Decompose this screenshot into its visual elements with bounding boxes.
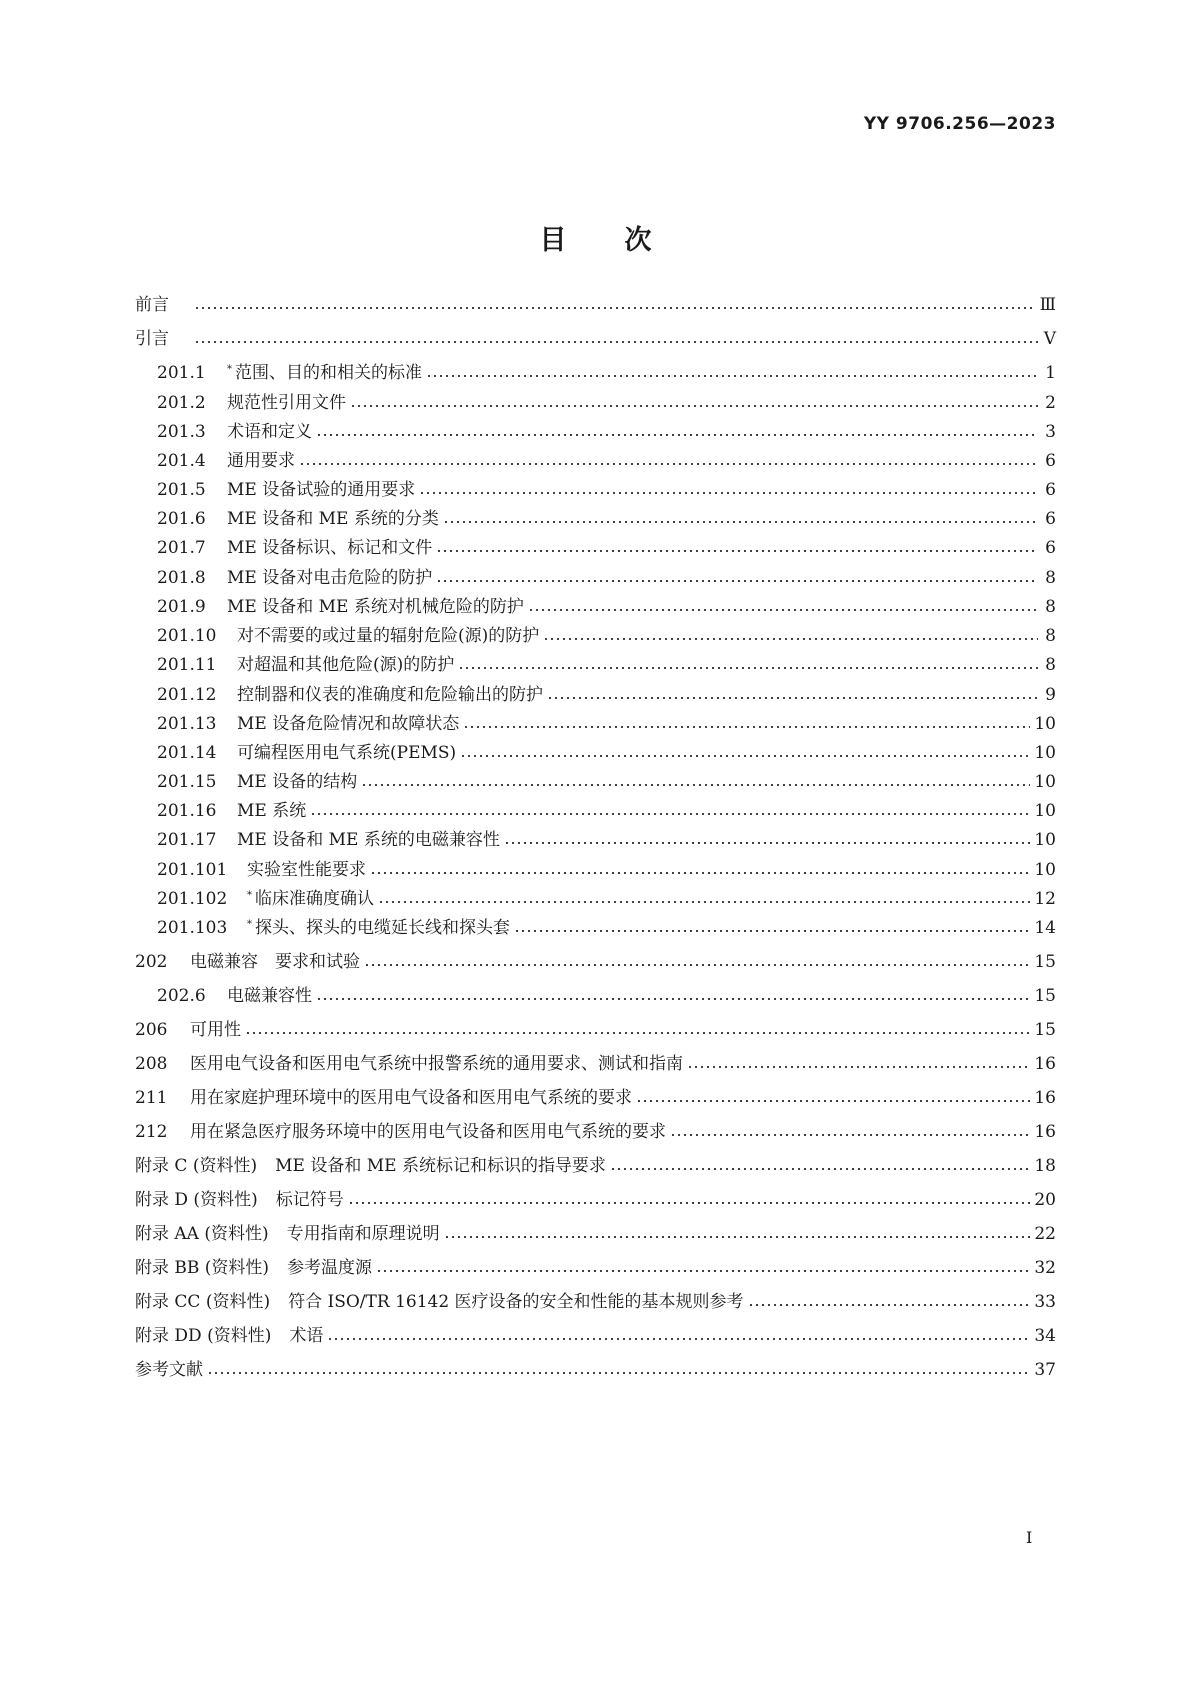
leader-dots — [436, 549, 1038, 553]
toc-entry-label — [157, 914, 510, 939]
toc-entry[interactable] — [157, 857, 1056, 881]
toc-entry-title: 电磁兼容 要求和试验 — [190, 952, 360, 972]
toc-entry-page: 6 — [1045, 480, 1056, 500]
toc-entry-page: 6 — [1045, 451, 1056, 471]
toc-entry-number: 201.1 — [157, 363, 206, 383]
toc-entry-number: 201.15 — [157, 772, 217, 792]
page-number: I — [1026, 1528, 1033, 1547]
toc-entry-page: 9 — [1045, 685, 1056, 705]
leader-dots — [528, 608, 1038, 612]
leader-dots — [463, 725, 1030, 729]
toc-entry-page: 2 — [1045, 393, 1056, 413]
toc-entry-page: 10 — [1034, 801, 1056, 821]
toc-entry[interactable] — [157, 652, 1056, 676]
toc-entry-number: 206 — [135, 1020, 168, 1040]
leader-dots — [194, 306, 1036, 310]
toc-entry-title: 参考温度源 — [287, 1258, 373, 1278]
toc-entry-page: 22 — [1034, 1224, 1056, 1244]
toc-entry[interactable] — [135, 1323, 1056, 1347]
toc-entry-title: 符合 ISO/TR 16142 医疗设备的安全和性能的基本规则参考 — [288, 1292, 744, 1312]
toc-entry[interactable] — [157, 506, 1056, 530]
toc-entry-number: 附录 C (资料性) — [135, 1156, 258, 1176]
toc-entry-label — [157, 684, 543, 706]
toc-entry-title: 术语和定义 — [227, 422, 312, 442]
toc-entry[interactable] — [157, 983, 1056, 1007]
toc-entry-page: 6 — [1045, 509, 1056, 529]
toc-entry-number: 201.7 — [157, 538, 206, 558]
toc-entry[interactable] — [157, 565, 1056, 589]
toc-entry[interactable] — [157, 477, 1056, 501]
toc-entry-label — [157, 713, 459, 735]
toc-entry-page: 16 — [1034, 1054, 1056, 1074]
toc-entry-label — [157, 392, 346, 414]
toc-entry[interactable] — [135, 1153, 1056, 1177]
toc-entry-page: 15 — [1034, 952, 1056, 972]
toc-entry-number: 附录 CC (资料性) — [135, 1292, 271, 1312]
toc-entry-page: 10 — [1034, 860, 1056, 880]
toc-entry-title: ME 设备对电击危险的防护 — [227, 568, 433, 588]
leader-dots — [543, 637, 1038, 641]
toc-entry-number: 201.6 — [157, 509, 206, 529]
toc-entry-page: 15 — [1034, 1020, 1056, 1040]
toc-entry-page: 6 — [1045, 538, 1056, 558]
toc-entry-label — [157, 654, 454, 676]
toc-entry-label — [135, 1223, 440, 1245]
toc-entry-number: 附录 D (资料性) — [135, 1190, 258, 1210]
toc-entry-label — [157, 859, 366, 881]
leader-dots — [514, 929, 1030, 933]
leader-dots — [376, 1269, 1030, 1273]
toc-entry[interactable] — [135, 1085, 1056, 1109]
toc-entry-number: 201.101 — [157, 860, 228, 880]
toc-entry-page: 20 — [1034, 1190, 1056, 1210]
toc-entry[interactable] — [157, 535, 1056, 559]
toc-entry[interactable] — [157, 886, 1056, 910]
toc-entry-number: 附录 AA (资料性) — [135, 1224, 269, 1244]
toc-entry[interactable] — [135, 1017, 1056, 1041]
toc-entry-number: 212 — [135, 1122, 168, 1142]
toc-entry[interactable] — [135, 1051, 1056, 1075]
asterisk-mark: * — [227, 364, 232, 375]
toc-entry-label — [157, 450, 295, 472]
toc-entry-page: 8 — [1045, 568, 1056, 588]
toc-entry-number: 参考文献 — [135, 1360, 203, 1380]
toc-entry-number: 201.102 — [157, 889, 228, 909]
toc-entry-label — [157, 508, 439, 530]
toc-entry-number: 201.2 — [157, 393, 206, 413]
toc-entry[interactable] — [157, 594, 1056, 618]
toc-entry-title: 对不需要的或过量的辐射危险(源)的防护 — [237, 626, 540, 646]
toc-entry-label — [157, 421, 312, 443]
toc-entry-title: ME 设备标识、标记和文件 — [227, 538, 433, 558]
leader-dots — [436, 579, 1038, 583]
toc-entry-title: ME 设备危险情况和故障状态 — [237, 714, 460, 734]
toc-entry-title: ME 设备的结构 — [237, 772, 358, 792]
toc-entry-page: 15 — [1034, 986, 1056, 1006]
leader-dots — [316, 433, 1038, 437]
toc-entry-number: 201.3 — [157, 422, 206, 442]
toc-entry-label — [157, 625, 539, 647]
toc-entry-number: 201.12 — [157, 685, 217, 705]
toc-entry-page: 37 — [1034, 1360, 1056, 1380]
toc-entry-number: 附录 BB (资料性) — [135, 1258, 270, 1278]
toc-entry-label — [157, 537, 432, 559]
toc-entry-title: 可用性 — [190, 1020, 241, 1040]
toc-entry-number: 201.8 — [157, 568, 206, 588]
toc-entry-number: 201.13 — [157, 714, 217, 734]
leader-dots — [504, 841, 1031, 845]
toc-entry-title: 专用指南和原理说明 — [286, 1224, 440, 1244]
toc-entry-number: 201.14 — [157, 743, 217, 763]
toc-entry[interactable] — [135, 1289, 1056, 1313]
toc-entry-title: 标记符号 — [275, 1190, 344, 1210]
toc-entry-page: 33 — [1034, 1292, 1056, 1312]
leader-dots — [610, 1167, 1030, 1171]
toc-entry-page: 8 — [1045, 626, 1056, 646]
toc-entry-title: 电磁兼容性 — [227, 986, 312, 1006]
toc-entry-number: 201.11 — [157, 655, 217, 675]
toc-entry-title: ME 设备和 ME 系统的电磁兼容性 — [237, 830, 500, 850]
toc-entry[interactable] — [135, 1357, 1056, 1381]
toc-entry-title: 对超温和其他危险(源)的防护 — [237, 655, 455, 675]
leader-dots — [687, 1065, 1030, 1069]
toc-entry-title: 通用要求 — [227, 451, 295, 471]
leader-dots — [443, 520, 1038, 524]
toc-entry-label — [135, 328, 190, 350]
toc-entry[interactable] — [157, 448, 1056, 472]
toc-entry-label — [157, 829, 500, 851]
toc-entry-page: 3 — [1045, 422, 1056, 442]
leader-dots — [426, 374, 1038, 378]
toc-entry-label — [157, 800, 306, 822]
toc-entry-page: 32 — [1034, 1258, 1056, 1278]
toc-entry-label — [157, 479, 415, 501]
asterisk-mark: * — [247, 919, 252, 930]
toc-entry-title: ME 设备和 ME 系统的分类 — [227, 509, 439, 529]
toc-entry-label — [135, 1121, 666, 1143]
toc-entry-title: ME 系统 — [237, 801, 307, 821]
toc-entry-page: 8 — [1045, 655, 1056, 675]
toc-entry-label — [157, 596, 524, 618]
leader-dots — [547, 696, 1038, 700]
toc-entry-page: 14 — [1034, 918, 1056, 938]
toc-entry-label — [135, 1359, 203, 1381]
toc-entry-number: 202 — [135, 952, 168, 972]
toc-entry[interactable] — [157, 390, 1056, 414]
standard-number: YY 9706.256—2023 — [863, 114, 1056, 134]
leader-dots — [316, 997, 1030, 1001]
page-title: 目次 — [539, 225, 710, 256]
leader-dots — [458, 666, 1038, 670]
toc-entry-label — [135, 1325, 323, 1347]
leader-dots — [327, 1337, 1030, 1341]
toc-entry[interactable] — [157, 360, 1056, 384]
toc-entry[interactable] — [157, 740, 1056, 764]
leader-dots — [310, 812, 1030, 816]
toc-entry-label — [135, 1291, 744, 1313]
toc-entry[interactable] — [135, 326, 1056, 350]
toc-entry-label — [135, 1257, 372, 1279]
toc-entry-page: 8 — [1045, 597, 1056, 617]
leader-dots — [207, 1371, 1030, 1375]
toc-entry[interactable] — [135, 949, 1056, 973]
toc-entry-title: 实验室性能要求 — [247, 860, 366, 880]
leader-dots — [670, 1133, 1030, 1137]
toc-entry-page: 1 — [1045, 363, 1056, 383]
leader-dots — [299, 462, 1038, 466]
toc-entry[interactable] — [135, 1119, 1056, 1143]
asterisk-mark: * — [247, 890, 252, 901]
toc-entry-label — [135, 1155, 606, 1177]
toc-entry-number: 211 — [135, 1088, 168, 1108]
leader-dots — [378, 900, 1030, 904]
toc-entry-label — [157, 885, 374, 910]
toc-entry-page: 10 — [1034, 772, 1056, 792]
toc-entry-number: 201.103 — [157, 918, 228, 938]
toc-entry-page: 16 — [1034, 1122, 1056, 1142]
leader-dots — [460, 754, 1030, 758]
leader-dots — [348, 1201, 1031, 1205]
toc-entry[interactable] — [157, 769, 1056, 793]
toc-entry-number: 附录 DD (资料性) — [135, 1326, 272, 1346]
toc-entry-number: 引言 — [135, 329, 169, 349]
toc-entry-title: 术语 — [289, 1326, 324, 1346]
toc-entry-label — [135, 951, 360, 973]
toc-entry-label — [135, 1019, 241, 1041]
toc-entry-label — [135, 1053, 683, 1075]
toc-entry-label — [157, 359, 422, 384]
leader-dots — [194, 340, 1038, 344]
toc-entry-title: 可编程医用电气系统(PEMS) — [237, 743, 457, 763]
toc-entry-number: 前言 — [135, 295, 169, 315]
toc-entry-title: ME 设备和 ME 系统对机械危险的防护 — [227, 597, 524, 617]
toc-entry-label — [157, 985, 312, 1007]
toc-entry-title: 用在家庭护理环境中的医用电气设备和医用电气系统的要求 — [190, 1088, 632, 1108]
toc-entry-number: 201.10 — [157, 626, 217, 646]
toc-entry-title: 医用电气设备和医用电气系统中报警系统的通用要求、测试和指南 — [190, 1054, 683, 1074]
toc-entry[interactable] — [157, 623, 1056, 647]
toc-entry-number: 202.6 — [157, 986, 206, 1006]
toc-entry[interactable] — [157, 682, 1056, 706]
toc-entry-page: Ⅴ — [1043, 329, 1056, 349]
toc-entry-page: Ⅲ — [1039, 295, 1056, 315]
toc-entry-label — [135, 1087, 632, 1109]
toc-entry-number: 201.4 — [157, 451, 206, 471]
toc-entry-label — [135, 294, 190, 316]
leader-dots — [748, 1303, 1031, 1307]
toc-entry-title: ME 设备试验的通用要求 — [227, 480, 416, 500]
leader-dots — [419, 491, 1038, 495]
toc-entry[interactable] — [135, 1221, 1056, 1245]
toc-entry-number: 208 — [135, 1054, 168, 1074]
leader-dots — [350, 404, 1038, 408]
toc-entry-page: 18 — [1034, 1156, 1056, 1176]
toc-entry-page: 10 — [1034, 714, 1056, 734]
leader-dots — [245, 1031, 1030, 1035]
toc-entry-page: 10 — [1034, 743, 1056, 763]
leader-dots — [361, 783, 1030, 787]
toc-entry[interactable] — [157, 711, 1056, 735]
toc-entry[interactable] — [157, 798, 1056, 822]
toc-entry-title: 控制器和仪表的准确度和危险输出的防护 — [237, 685, 543, 705]
toc-entry-label — [135, 1189, 344, 1211]
leader-dots — [364, 963, 1030, 967]
toc-entry-number: 201.5 — [157, 480, 206, 500]
toc-entry-title: 用在紧急医疗服务环境中的医用电气设备和医用电气系统的要求 — [190, 1122, 666, 1142]
toc-entry-title: 规范性引用文件 — [227, 393, 346, 413]
leader-dots — [444, 1235, 1031, 1239]
toc-entry-number: 201.16 — [157, 801, 217, 821]
toc-entry-number: 201.17 — [157, 830, 217, 850]
leader-dots — [636, 1099, 1030, 1103]
toc-entry-page: 16 — [1034, 1088, 1056, 1108]
toc-entry-label — [157, 742, 456, 764]
toc-entry-page: 10 — [1034, 830, 1056, 850]
toc-entry-title: 临床准确度确认 — [255, 889, 374, 909]
toc-entry-label — [157, 567, 432, 589]
toc-entry-title: ME 设备和 ME 系统标记和标识的指导要求 — [275, 1156, 606, 1176]
toc-entry[interactable] — [135, 1187, 1056, 1211]
toc-entry-number: 201.9 — [157, 597, 206, 617]
toc-entry-page: 34 — [1034, 1326, 1056, 1346]
toc-entry[interactable] — [157, 915, 1056, 939]
toc-entry[interactable] — [135, 1255, 1056, 1279]
toc-entry-title: 探头、探头的电缆延长线和探头套 — [255, 918, 510, 938]
leader-dots — [370, 871, 1030, 875]
toc-entry-page: 12 — [1034, 889, 1056, 909]
toc-entry[interactable] — [157, 827, 1056, 851]
toc-entry[interactable] — [135, 292, 1056, 316]
toc-entry[interactable] — [157, 419, 1056, 443]
toc-entry-label — [157, 771, 357, 793]
toc-entry-title: 范围、目的和相关的标准 — [235, 363, 422, 383]
